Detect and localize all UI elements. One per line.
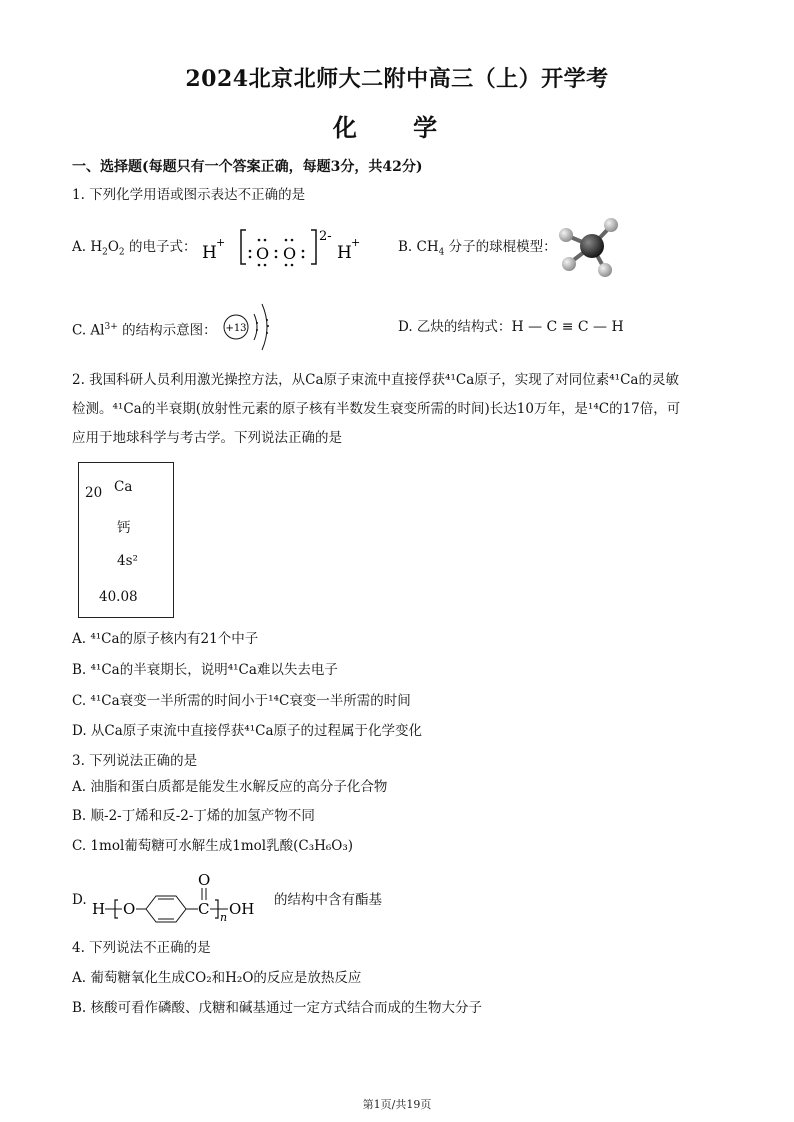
h2o2-lewis-structure <box>198 222 370 272</box>
benzene-ring <box>146 896 186 922</box>
lewis-dot <box>285 239 288 242</box>
repeat-n: n <box>220 911 228 924</box>
lewis-plus-left: + <box>216 236 226 249</box>
lewis-dot <box>264 264 267 267</box>
q1-opta-sub1: 2 <box>102 247 108 258</box>
q3-option-a: A. 油脂和蛋白质都是能发生水解反应的高分子化合物 <box>72 779 388 795</box>
q1-optb-prefix: B. CH <box>398 239 439 255</box>
polymer-oh: OH <box>229 900 255 918</box>
q3-option-d-label: D. <box>72 892 87 908</box>
electron-dot <box>267 325 269 327</box>
lewis-dot <box>302 256 305 259</box>
ch4-ball-stick-model <box>556 214 626 278</box>
polymer-c: C <box>198 900 210 918</box>
lewis-charge: 2- <box>319 229 332 244</box>
q1-optd-formula: H — C ≡ C — H <box>511 319 624 335</box>
lewis-o-first: O <box>256 244 270 263</box>
q1-opta-mid: O <box>107 239 119 255</box>
electron-dot <box>266 332 268 334</box>
hydrogen-atom <box>604 218 618 232</box>
q2-option-a: A. ⁴¹Ca的原子核内有21个中子 <box>72 631 259 647</box>
q4-stem: 4. 下列说法不正确的是 <box>72 940 211 956</box>
al3-ion-structure-diagram <box>216 292 278 362</box>
lewis-dot <box>291 239 294 242</box>
section-heading: 一、选择题(每题只有一个答案正确，每题3分，共42分) <box>72 159 423 175</box>
nucleus-charge: +13 <box>225 323 247 334</box>
q4-option-a: A. 葡萄糖氧化生成CO₂和H₂O的反应是放热反应 <box>72 970 362 986</box>
q1-opta-sub2: 2 <box>118 247 125 258</box>
q2-line-1: 2. 我国科研人员利用激光操控方法，从Ca原子束流中直接俘获⁴¹Ca原子，实现了对同位素⁴¹Ca的灵敏 <box>72 372 679 388</box>
q1-option-c <box>72 318 217 340</box>
page-footer: 第1页/共19页 <box>362 1098 432 1111</box>
q1-opta-suffix: 的电子式： <box>124 239 197 255</box>
electron-configuration: 4s² <box>117 553 138 569</box>
lewis-dot <box>302 250 305 253</box>
q1-stem: 1. 下列化学用语或图示表达不正确的是 <box>72 187 306 203</box>
electron-dot <box>266 319 268 321</box>
carbon-atom <box>580 234 604 258</box>
lewis-dot <box>258 264 261 267</box>
atomic-mass: 40.08 <box>99 589 138 605</box>
q2-option-c: C. ⁴¹Ca衰变一半所需的时间小于¹⁴C衰变一半所需的时间 <box>72 693 411 709</box>
polyester-structure <box>90 868 276 924</box>
q3-stem: 3. 下列说法正确的是 <box>72 753 198 769</box>
hydrogen-atom <box>562 257 576 271</box>
q1-option-b <box>398 238 557 262</box>
lewis-dot <box>275 256 278 259</box>
q2-option-b: B. ⁴¹Ca的半衰期长，说明⁴¹Ca难以失去电子 <box>72 662 338 678</box>
lewis-h-right: H <box>337 243 352 263</box>
lewis-dot <box>264 239 267 242</box>
q1-optb-sub: 4 <box>438 247 445 258</box>
q1-optb-suffix: 分子的球棍模型： <box>444 239 557 255</box>
electron-shell-arc <box>262 304 267 350</box>
q1-opta-prefix: A. H <box>72 239 103 255</box>
lewis-plus-right: + <box>351 236 361 249</box>
polymer-o: O <box>123 900 136 918</box>
lewis-dot <box>258 239 261 242</box>
lewis-o-second: O <box>283 244 297 263</box>
electron-dot <box>256 322 258 324</box>
carbonyl-o: O <box>198 871 211 889</box>
lewis-dot <box>275 250 278 253</box>
polymer-h: H <box>92 900 106 918</box>
lewis-bracket-left <box>241 230 246 264</box>
page-title: 2024北京北师大二附中高三（上）开学考 <box>185 66 609 92</box>
q3-option-c: C. 1mol葡萄糖可水解生成1mol乳酸(C₃H₆O₃) <box>72 838 354 854</box>
q1-option-d <box>398 318 624 336</box>
lewis-bracket-right <box>311 230 316 264</box>
q2-line-2: 检测。⁴¹Ca的半衰期(放射性元素的原子核有半数发生衰变所需的时间)长达10万年，是¹⁴C的17倍，可 <box>72 401 681 417</box>
q1-optc-suffix: 的结构示意图： <box>117 322 217 339</box>
q3-option-d-suffix: 的结构中含有酯基 <box>274 892 382 908</box>
q1-optc-prefix: C. Al <box>72 322 105 339</box>
subject-title: 化 学 <box>332 113 462 142</box>
electron-shell-arc <box>254 314 257 340</box>
lewis-dot <box>249 256 252 259</box>
atomic-number: 20 <box>85 485 103 501</box>
hydrogen-atom <box>559 228 573 242</box>
q1-optc-sup: 3+ <box>104 322 118 332</box>
periodic-table-cell <box>78 462 174 618</box>
element-name: 钙 <box>117 520 131 536</box>
lewis-dot <box>285 264 288 267</box>
q2-option-d: D. 从Ca原子束流中直接俘获⁴¹Ca原子的过程属于化学变化 <box>72 723 423 739</box>
q1-optd-text: D. 乙炔的结构式： <box>398 319 512 335</box>
q1-option-a <box>72 238 196 262</box>
lewis-h-left: H <box>202 243 217 263</box>
lewis-dot <box>249 250 252 253</box>
electron-dot <box>256 329 258 331</box>
q3-option-b: B. 顺-2-丁烯和反-2-丁烯的加氢产物不同 <box>72 808 315 824</box>
lewis-dot <box>291 264 294 267</box>
q2-line-3: 应用于地球科学与考古学。下列说法正确的是 <box>72 430 342 446</box>
element-symbol: Ca <box>114 479 133 495</box>
hydrogen-atom <box>598 263 612 277</box>
q2-stem <box>72 366 680 453</box>
q4-option-b: B. 核酸可看作磷酸、戊糖和碱基通过一定方式结合而成的生物大分子 <box>72 1000 483 1016</box>
